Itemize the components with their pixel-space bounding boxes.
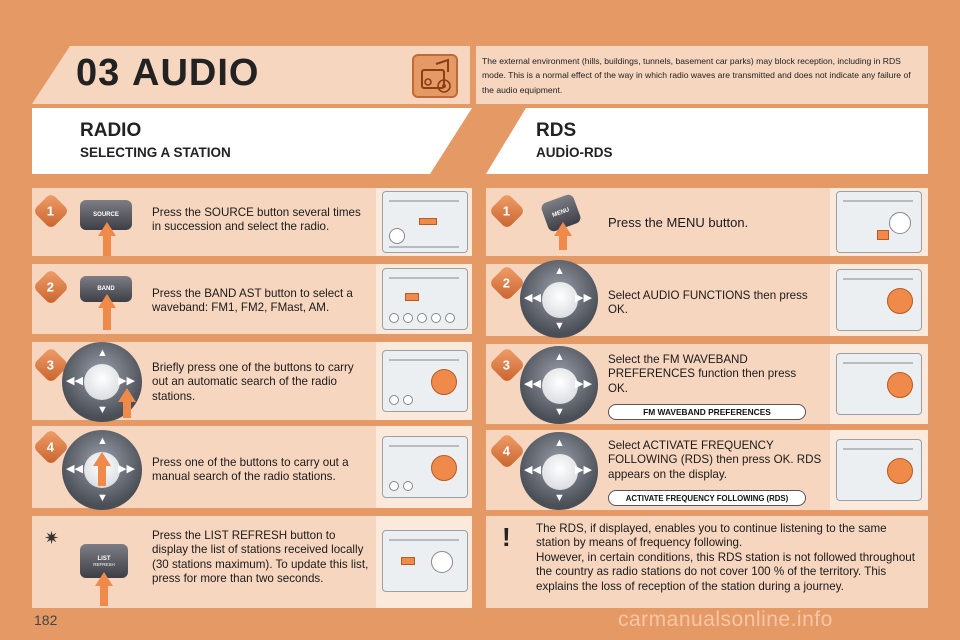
tip-text: Press the LIST REFRESH button to display the list of stations received locally (30 stations maximum). To update this list, press for more than two seconds. <box>152 529 369 586</box>
right-step-3-text: Select the FM WAVEBAND PREFERENCES function then press OK. <box>608 353 797 395</box>
left-step-4-text: Press one of the buttons to carry out a manual search of the radio stations. <box>152 456 349 484</box>
right-step-4-illustration <box>830 430 928 510</box>
step-badge: 3 <box>489 347 526 384</box>
section-divider <box>430 108 472 174</box>
rds-subtitle: AUDİO-RDS <box>536 145 613 160</box>
navigation-pad-icon[interactable]: ▲ ▼ ◀◀ ▶▶ <box>62 430 142 510</box>
right-step-1-illustration <box>830 188 928 256</box>
press-arrow-icon <box>95 572 113 586</box>
left-step-4-illustration <box>376 426 472 508</box>
warning-icon: ! <box>502 522 511 552</box>
radio-unit <box>382 530 468 592</box>
radio-unit <box>382 191 468 253</box>
step-badge: 1 <box>489 193 526 230</box>
right-step-3-illustration <box>830 344 928 424</box>
tip-sun-icon: ✷ <box>44 528 60 548</box>
rds-warning-text: The RDS, if displayed, enables you to continue listening to the same station by means of frequency following. However, in certain conditions, this RDS station is not followed throughout the country as radio stations do not cover 100 % of the territory. This explains the loss of reception of the station during a journey. <box>536 522 915 593</box>
press-arrow-icon <box>98 294 116 308</box>
list-refresh-button[interactable]: LIST REFRESH <box>80 544 128 578</box>
right-step-2-illustration <box>830 264 928 336</box>
step-badge: 4 <box>33 429 70 466</box>
radio-title: RADIO <box>80 120 142 141</box>
radio-unit <box>382 436 468 498</box>
menu-button[interactable]: MENU <box>540 193 582 233</box>
rds-title: RDS <box>536 120 577 141</box>
left-step-2-illustration <box>376 264 472 334</box>
step-badge: 2 <box>33 269 70 306</box>
page-number: 182 <box>34 612 58 628</box>
navigation-pad-icon[interactable]: ▲ ▼ ◀◀ ▶▶ <box>520 346 598 424</box>
left-step-2-text: Press the BAND AST button to select a waveband: FM1, FM2, FMast, AM. <box>152 287 353 315</box>
source-button[interactable]: SOURCE <box>80 200 132 230</box>
watermark: carmanualsonline.info <box>618 608 833 631</box>
header-note: The external environment (hills, buildings, tunnels, basement car parks) may block reception, including in RDS mode. This is a normal effect of the way in which radio waves are transmitted and does not indicate any failure of the audio equipment. <box>476 46 928 104</box>
radio-unit <box>836 353 922 415</box>
audio-chapter-icon <box>412 54 458 98</box>
press-arrow-icon <box>554 222 572 236</box>
chapter-title: AUDIO <box>132 52 260 94</box>
band-button[interactable]: BAND <box>80 276 132 302</box>
radio-subtitle: SELECTING A STATION <box>80 145 231 160</box>
radio-unit <box>836 191 922 253</box>
radio-unit <box>382 350 468 412</box>
right-step-4-text: Select ACTIVATE FREQUENCY FOLLOWING (RDS) then press OK. RDS appears on the display. <box>608 439 822 481</box>
navigation-pad-icon[interactable]: ▲ ▼ ◀◀ ▶▶ <box>520 260 598 338</box>
navigation-pad-icon[interactable]: ▲ ▼ ◀◀ ▶▶ <box>520 432 598 510</box>
radio-unit <box>836 269 922 331</box>
press-arrow-icon <box>93 452 111 466</box>
right-step-2-text: Select AUDIO FUNCTIONS then press OK. <box>608 289 808 317</box>
step-badge: 4 <box>489 433 526 470</box>
radio-unit <box>836 439 922 501</box>
activate-frequency-following-label: ACTIVATE FREQUENCY FOLLOWING (RDS) <box>608 490 806 506</box>
left-step-3-text: Briefly press one of the buttons to carry out an automatic search of the radio stations. <box>152 361 354 403</box>
left-step-3-illustration <box>376 342 472 420</box>
radio-unit <box>382 268 468 330</box>
press-arrow-icon <box>118 388 136 402</box>
right-step-1-text: Press the MENU button. <box>608 215 749 230</box>
left-step-1-text: Press the SOURCE button several times in succession and select the radio. <box>152 206 361 234</box>
tip-illustration <box>376 516 472 608</box>
left-step-1-illustration <box>376 188 472 256</box>
header-notch <box>32 46 70 104</box>
section-divider-right <box>486 108 526 174</box>
fm-waveband-preferences-label: FM WAVEBAND PREFERENCES <box>608 404 806 420</box>
navigation-pad-icon[interactable]: ▲ ▼ ◀◀ ▶▶ <box>62 342 142 422</box>
press-arrow-icon <box>98 222 116 236</box>
step-badge: 3 <box>33 347 70 384</box>
step-badge: 2 <box>489 265 526 302</box>
chapter-number: 03 <box>76 52 121 94</box>
step-badge: 1 <box>33 193 70 230</box>
